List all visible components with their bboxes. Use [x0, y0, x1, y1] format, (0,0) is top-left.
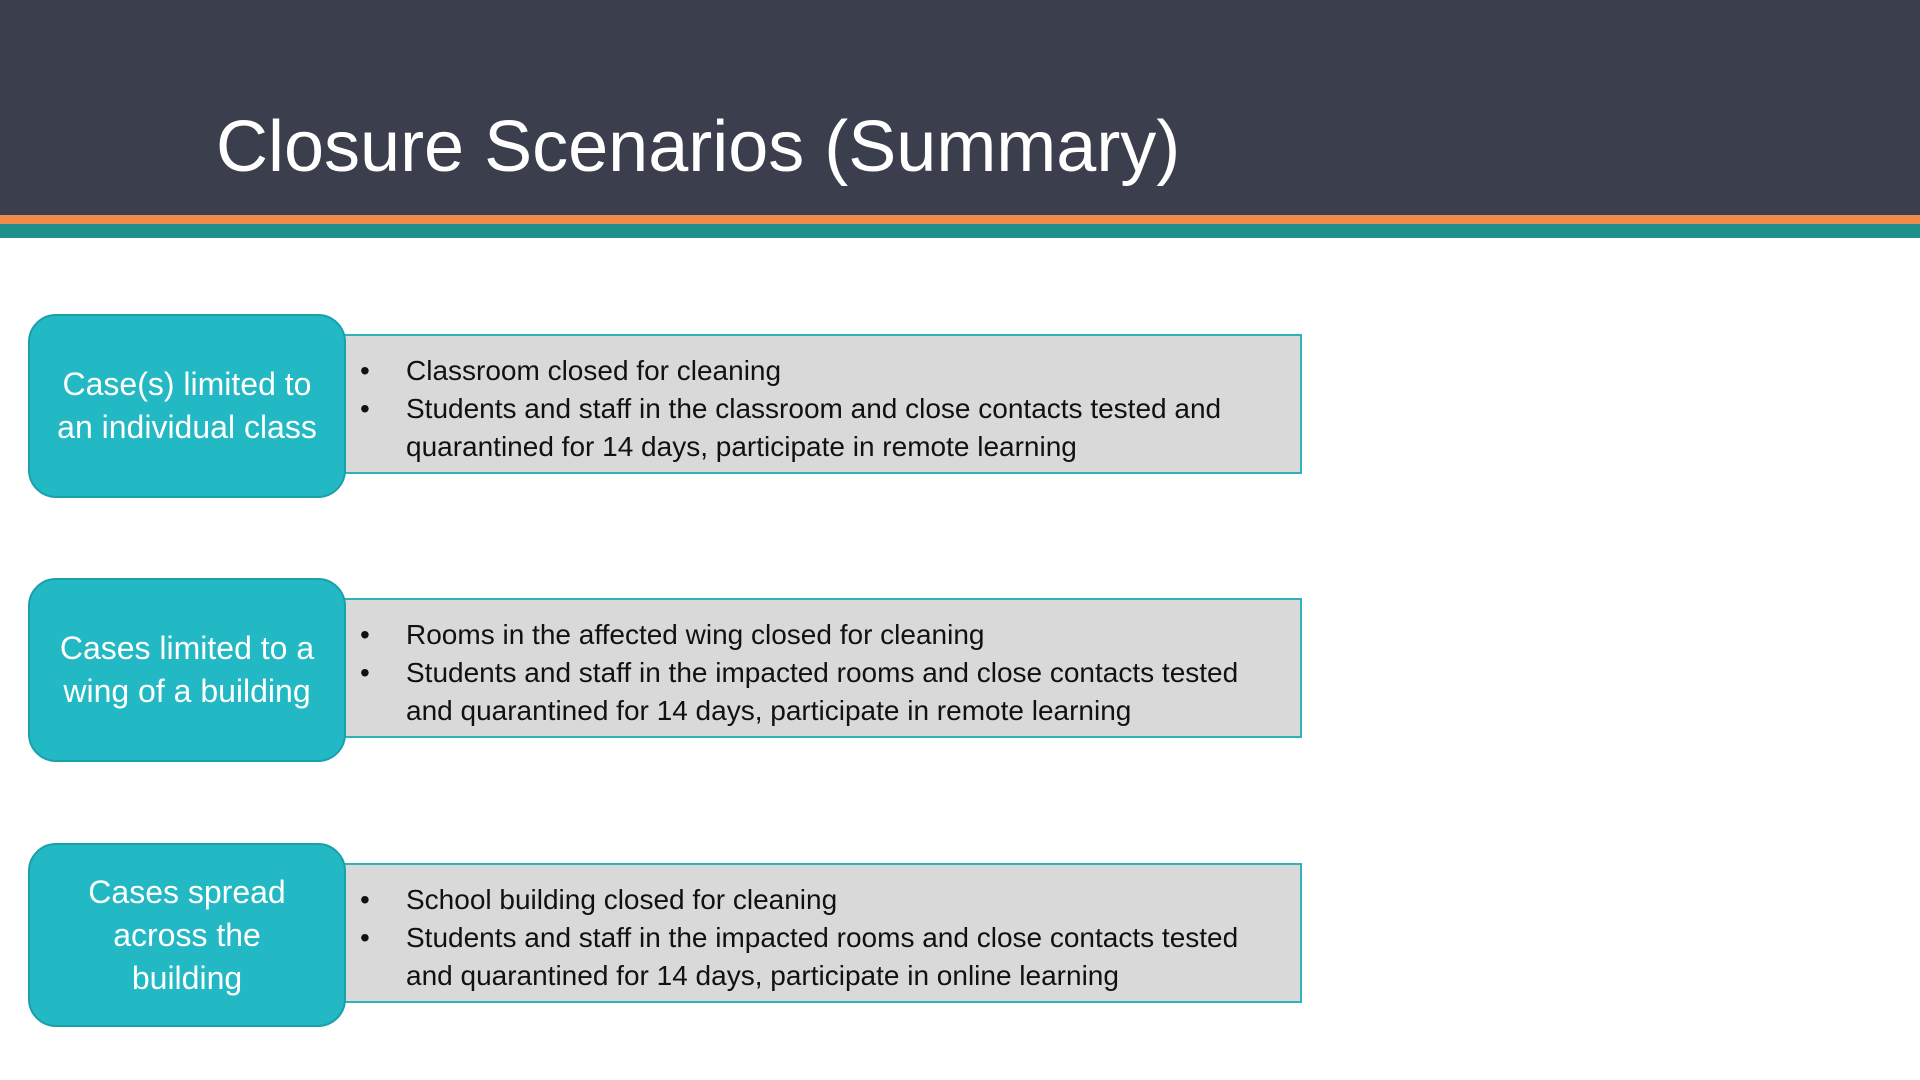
slide-title: Closure Scenarios (Summary): [216, 107, 1181, 187]
scenario-label-box: [28, 578, 346, 762]
scenario-bullet-item: [334, 616, 1280, 654]
scenario-bullet-text: Rooms in the affected wing closed for cleaning: [406, 619, 985, 650]
slide-header: [0, 0, 1920, 215]
scenario-bullet-text: School building closed for cleaning: [406, 884, 838, 915]
bullet-icon: •: [360, 922, 370, 953]
teal-accent-stripe: [0, 224, 1920, 238]
bullet-icon: •: [360, 355, 370, 386]
scenario-bullet-text: Students and staff in the impacted rooms and close contacts tested and quarantined for 14 days, participate in remote learning: [406, 657, 1239, 726]
bullet-icon: •: [360, 393, 370, 424]
scenario-details: [332, 863, 1302, 1003]
scenario-bullet-item: [334, 390, 1280, 466]
scenario-bullet-text: Students and staff in the impacted rooms and close contacts tested and quarantined for 14 days, participate in online learning: [406, 922, 1239, 991]
scenario-label: Cases limited to a wing of a building: [59, 630, 315, 709]
scenario-bullet-text: Students and staff in the classroom and close contacts tested and quarantined for 14 days, participate in remote learning: [406, 393, 1222, 462]
scenario-bullet-list: [334, 336, 1300, 466]
scenario-label: Cases spread across the building: [88, 873, 286, 996]
scenario-bullet-text: Classroom closed for cleaning: [406, 355, 782, 386]
bullet-icon: •: [360, 619, 370, 650]
orange-accent-stripe: [0, 215, 1920, 224]
scenario-label-box: [28, 843, 346, 1027]
scenario-row-building-wing: [0, 578, 1920, 768]
scenario-details: [332, 598, 1302, 738]
scenario-label: Case(s) limited to an individual class: [57, 366, 317, 445]
scenario-label-box: [28, 314, 346, 498]
scenario-bullet-list: [334, 865, 1300, 995]
scenario-bullet-item: [334, 352, 1280, 390]
scenario-details: [332, 334, 1302, 474]
scenario-bullet-item: [334, 919, 1280, 995]
scenario-bullet-item: [334, 881, 1280, 919]
bullet-icon: •: [360, 657, 370, 688]
bullet-icon: •: [360, 884, 370, 915]
scenario-row-individual-class: [0, 314, 1920, 504]
scenario-bullet-list: [334, 600, 1300, 730]
scenario-row-whole-building: [0, 843, 1920, 1033]
scenario-bullet-item: [334, 654, 1280, 730]
